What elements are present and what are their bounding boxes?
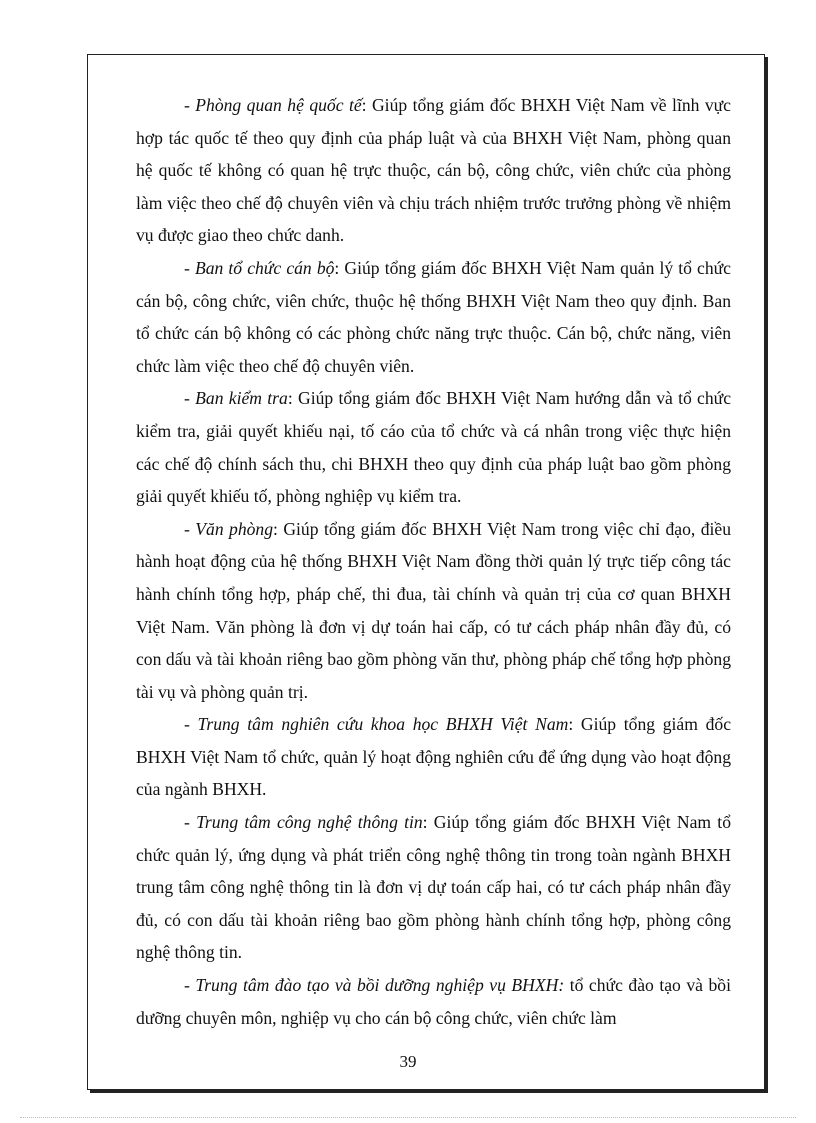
paragraph-text: : Giúp tổng giám đốc BHXH Việt Nam về lĩnh vực hợp tác quốc tế theo quy định của pháp luật và của BHXH Việt Nam, phòng quan hệ quốc tế không có quan hệ trực thuộc, cán bộ, công chức, viên chức của phòng làm việc theo chế độ chuyên viên và chịu trách nhiệm trước trưởng phòng về nhiệm vụ được giao theo chức danh. (136, 95, 731, 246)
paragraph-title: - Ban kiểm tra (184, 388, 288, 409)
paragraph-title: - Văn phòng (184, 518, 274, 539)
paragraph-text: : Giúp tổng giám đốc BHXH Việt Nam tổ chức quản lý, ứng dụng và phát triển công nghệ thông tin trong toàn ngành BHXH trung tâm công nghệ thông tin là đơn vị dự toán cấp hai, có tư cách pháp nhân đầy đủ, có con dấu tài khoản riêng bao gồm phòng hành chính tổng hợp, phòng công nghệ thông tin. (136, 812, 731, 963)
paragraph-office (136, 513, 731, 709)
paragraph-inspection-board (136, 382, 731, 512)
paragraph-training-center (136, 969, 731, 1034)
paragraph-title: - Ban tổ chức cán bộ (184, 257, 335, 278)
paragraph-text: : Giúp tổng giám đốc BHXH Việt Nam trong việc chỉ đạo, điều hành hoạt động của hệ thống BHXH Việt Nam đồng thời quản lý trực tiếp công tác hành chính tổng hợp, pháp chế, thi đua, tài chính và quản trị của cơ quan BHXH Việt Nam. Văn phòng là đơn vị dự toán hai cấp, có tư cách pháp nhân đầy đủ, có con dấu và tài khoản riêng bao gồm phòng văn thư, phòng pháp chế tổng hợp phòng tài vụ và phòng quản trị. (136, 518, 731, 702)
document-body (136, 89, 731, 1034)
paragraph-international-relations (136, 89, 731, 252)
paragraph-text: tổ chức đào tạo và bồi dưỡng chuyên môn, nghiệp vụ cho cán bộ công chức, viên chức làm (136, 975, 731, 1028)
paragraph-text: : Giúp tổng giám đốc BHXH Việt Nam quản lý tổ chức cán bộ, công chức, viên chức, thuộc hệ thống BHXH Việt Nam theo quy định. Ban tổ chức cán bộ không có các phòng chức năng trực thuộc. Cán bộ, chức năng, viên chức làm việc theo chế độ chuyên viên. (136, 257, 731, 376)
page-bottom-divider (20, 1117, 796, 1118)
paragraph-title: - Trung tâm nghiên cứu khoa học BHXH Việt Nam (184, 714, 569, 735)
paragraph-title: - Trung tâm công nghệ thông tin (184, 812, 423, 833)
paragraph-research-center (136, 708, 731, 806)
paragraph-text: : Giúp tổng giám đốc BHXH Việt Nam hướng dẫn và tổ chức kiểm tra, giải quyết khiếu nại, tố cáo của tổ chức và cá nhân trong việc thực hiện các chế độ chính sách thu, chi BHXH theo quy định của pháp luật bao gồm phòng giải quyết khiếu tố, phòng nghiệp vụ kiểm tra. (136, 388, 732, 507)
paragraph-text: : Giúp tổng giám đốc BHXH Việt Nam tổ chức, quản lý hoạt động nghiên cứu để ứng dụng vào hoạt động của ngành BHXH. (136, 714, 732, 800)
paragraph-personnel-board (136, 252, 731, 382)
page-number: 39 (399, 1052, 417, 1071)
paragraph-it-center (136, 806, 731, 969)
paragraph-title: - Trung tâm đào tạo và bồi dưỡng nghiệp vụ BHXH: (184, 975, 565, 996)
paragraph-title: - Phòng quan hệ quốc tế (184, 95, 362, 115)
